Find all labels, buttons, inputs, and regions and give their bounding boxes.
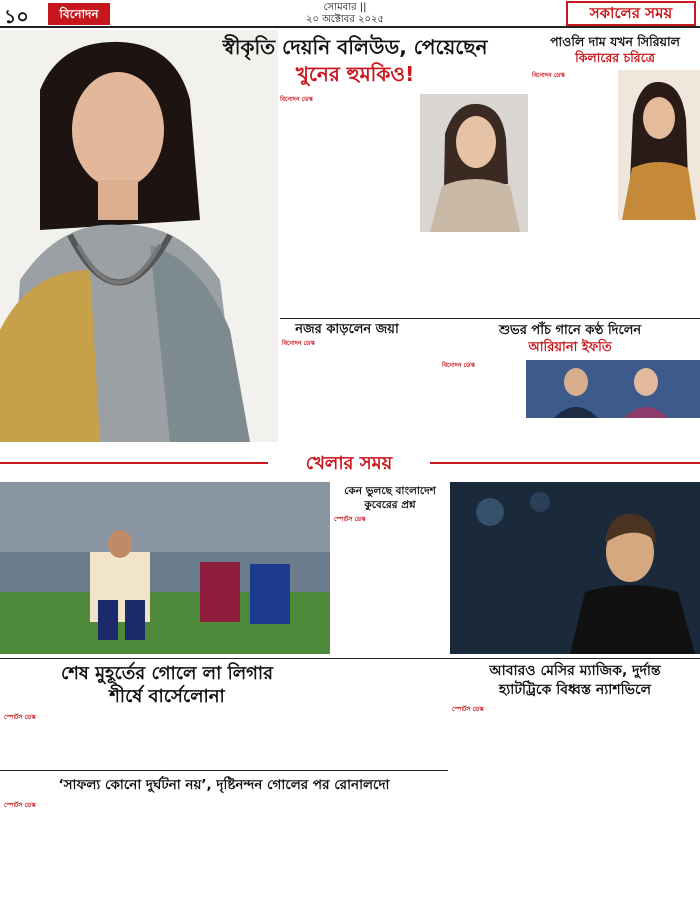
newspaper-brand: সকালের সময় bbox=[566, 1, 696, 26]
barcelona-body bbox=[4, 720, 330, 768]
bangladesh-question-headline-line1: কেন ভুলছে বাংলাদেশ bbox=[344, 485, 436, 497]
page-number: ১০ bbox=[4, 6, 29, 28]
actress-photo-2 bbox=[420, 94, 528, 232]
jaya-headline: নজর কাড়লেন জয়া bbox=[295, 322, 399, 337]
ronaldo-body bbox=[4, 808, 444, 908]
barcelona-match-photo bbox=[0, 482, 330, 654]
section-tab-entertainment: বিনোদন bbox=[48, 3, 110, 25]
right-headline-line2: কিলারের চরিত্রে bbox=[575, 50, 655, 65]
barcelona-byline: স্পোর্টস ডেস্ক bbox=[4, 714, 36, 721]
main-headline-line1: স্বীকৃতি দেয়নি বলিউড, পেয়েছেন bbox=[222, 35, 488, 59]
ronaldo-byline: স্পোর্টস ডেস্ক bbox=[4, 802, 36, 809]
sports-section-band bbox=[0, 446, 700, 480]
shuvo-ariyana-photo bbox=[526, 360, 700, 418]
jaya-byline: বিনোদন ডেস্ক bbox=[282, 340, 315, 347]
barcelona-headline bbox=[4, 662, 330, 708]
main-headline bbox=[182, 34, 528, 88]
dateline-date: ২০ অক্টোবর ২০২৫ bbox=[305, 14, 385, 25]
ariyana-byline: বিনোদন ডেস্ক bbox=[442, 362, 475, 369]
bangladesh-question-body bbox=[334, 522, 446, 754]
barcelona-headline-line1: শেষ মুহূর্তের গোলে লা লিগার bbox=[60, 663, 274, 684]
bangladesh-question-headline bbox=[332, 484, 448, 512]
main-headline-line2: খুনের হুমকিও! bbox=[295, 62, 415, 86]
masthead bbox=[0, 0, 700, 28]
ariyana-headline bbox=[440, 322, 700, 356]
ariyana-body bbox=[442, 368, 524, 438]
ariyana-headline-line2: আরিয়ানা ইফতি bbox=[528, 340, 612, 355]
barcelona-headline-line2: শীর্ষে বার্সেলোনা bbox=[109, 686, 225, 707]
right-headline-line1: পাওলি দাম যখন সিরিয়াল bbox=[550, 34, 680, 49]
main-body-continued bbox=[348, 236, 528, 316]
messi-body bbox=[452, 712, 698, 908]
bangladesh-question-headline-line2: কুবেরের প্রশ্ন bbox=[364, 499, 416, 511]
divider bbox=[0, 658, 700, 659]
dateline bbox=[230, 2, 460, 26]
dateline-day: সোমবার || bbox=[323, 2, 367, 13]
main-byline: বিনোদন ডেস্ক bbox=[280, 96, 313, 103]
messi-photo bbox=[450, 482, 700, 654]
messi-headline bbox=[450, 662, 700, 700]
bangladesh-question-byline: স্পোর্টস ডেস্ক bbox=[334, 516, 366, 523]
divider bbox=[280, 318, 700, 319]
paoli-photo bbox=[618, 70, 700, 220]
ariyana-headline-line1: শুভর পাঁচ গানে কণ্ঠ দিলেন bbox=[498, 323, 642, 338]
hero-actress-photo bbox=[0, 30, 278, 442]
right-headline bbox=[530, 34, 700, 66]
divider bbox=[0, 770, 448, 771]
right-byline: বিনোদন ডেস্ক bbox=[532, 72, 565, 79]
messi-headline-line2: হ্যাটট্রিকে বিধ্বস্ত ন্যাশভিলে bbox=[498, 682, 652, 698]
jaya-body bbox=[282, 346, 437, 438]
messi-byline: স্পোর্টস ডেস্ক bbox=[452, 706, 484, 713]
right-body bbox=[532, 78, 622, 318]
messi-headline-line1: আবারও মেসির ম্যাজিক, দুর্দান্ত bbox=[489, 663, 661, 679]
sports-section-title: খেলার সময় bbox=[268, 450, 430, 478]
ronaldo-headline: ‘সাফল্য কোনো দুর্ঘটনা নয়’, দৃষ্টিনন্দন গোলের পর রোনালদো bbox=[58, 777, 390, 793]
